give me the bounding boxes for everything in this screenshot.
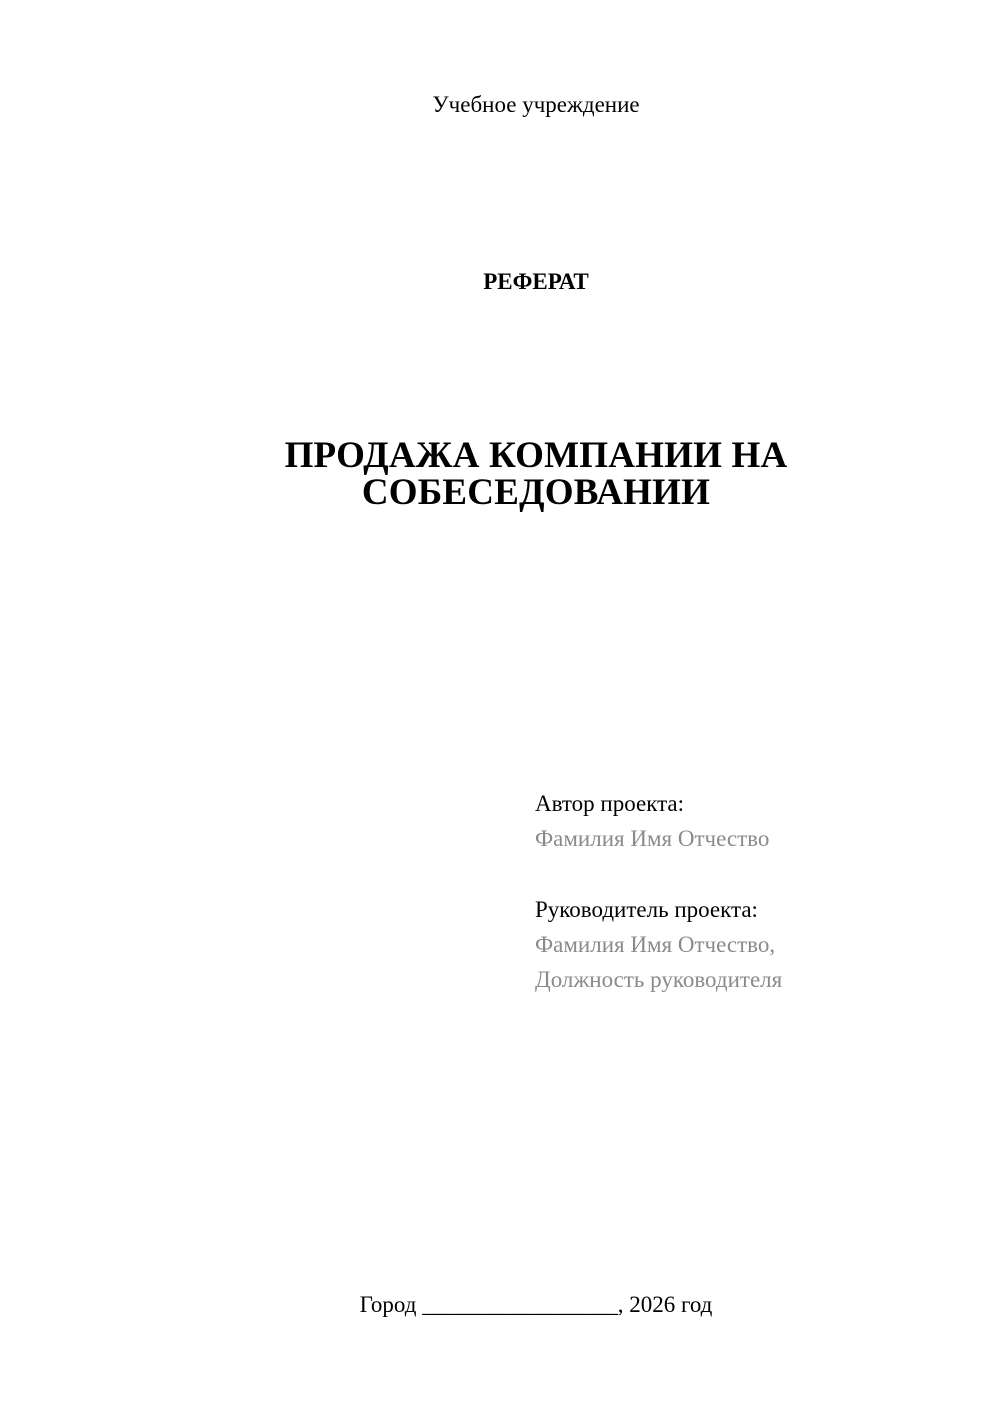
- city-year-line: Город _________________, 2026 год: [359, 1292, 713, 1317]
- document-title: [0, 437, 1000, 511]
- document-type: РЕФЕРАТ: [483, 269, 589, 294]
- supervisor-label: Руководитель проекта:: [535, 897, 758, 922]
- title-line-1: ПРОДАЖА КОМПАНИИ НА: [284, 435, 788, 476]
- supervisor-name: Фамилия Имя Отчество,: [535, 932, 776, 957]
- signature-block: [535, 786, 975, 997]
- author-name: Фамилия Имя Отчество: [535, 826, 770, 851]
- supervisor-position: Должность руководителя: [535, 967, 783, 992]
- author-label: Автор проекта:: [535, 791, 684, 816]
- title-line-2: СОБЕСЕДОВАНИИ: [361, 472, 711, 513]
- institution-name: Учебное учреждение: [432, 92, 640, 117]
- signature-spacer: [535, 856, 975, 892]
